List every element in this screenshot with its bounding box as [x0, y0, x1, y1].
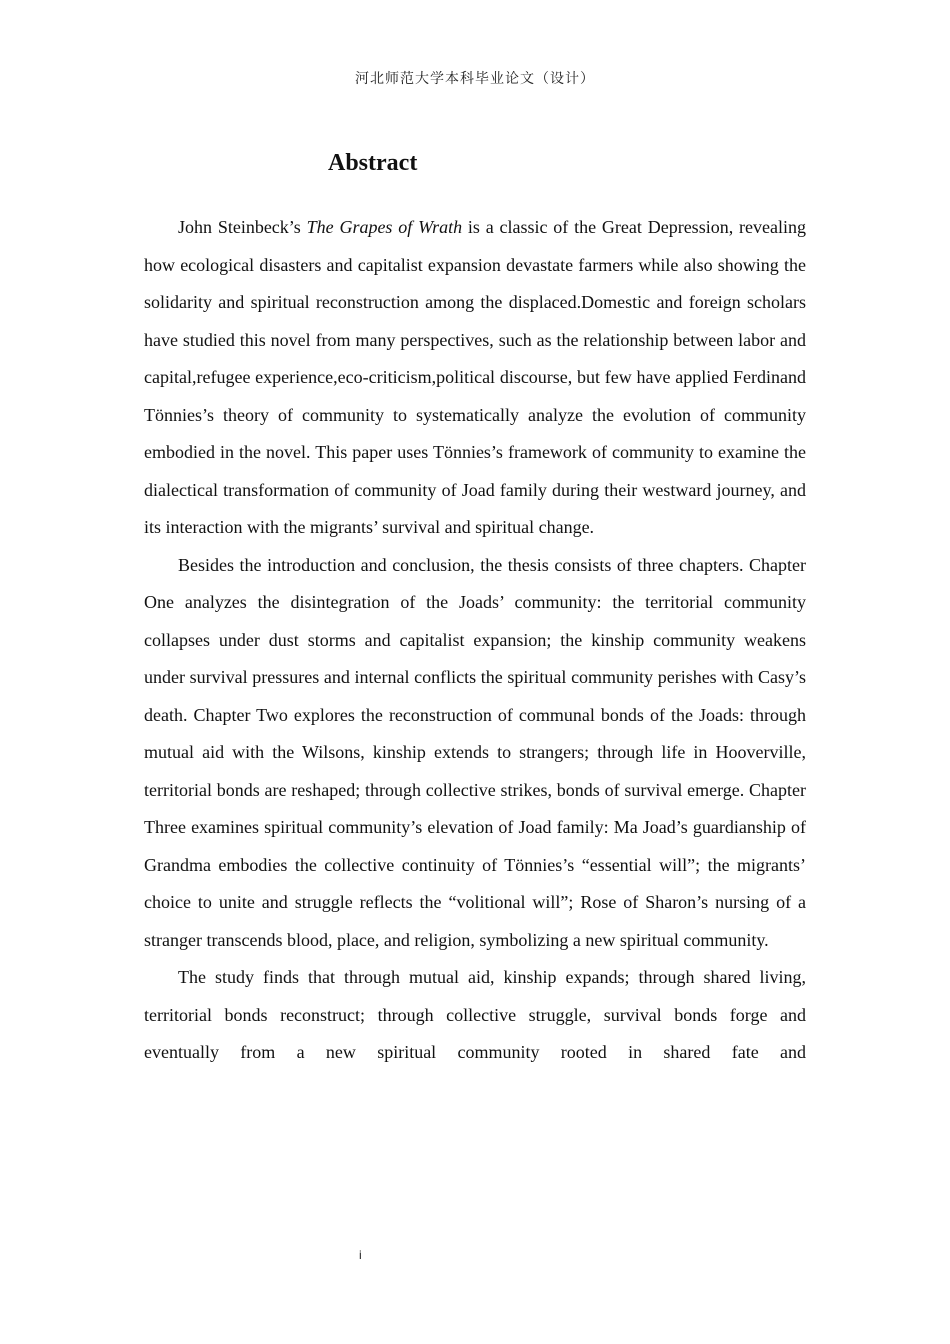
abstract-paragraph-2: Besides the introduction and conclusion, the thesis consists of three chapters. Chapter One analyzes the disintegration of the Joads’ community: the territorial community collapses under dust storms and capitalist expansion; the kinship community weakens under survival pressures and internal conflicts the spiritual community perishes with Casy’s death. Chapter Two explores the reconstruction of communal bonds of the Joads: through mutual aid with the Wilsons, kinship extends to strangers; through life in Hooverville, territorial bonds are reshaped; through collective strikes, bonds of survival emerge. Chapter Three examines spiritual community’s elevation of Joad family: Ma Joad’s guardianship of Grandma embodies the collective continuity of Tönnies’s “essential will”; the migrants’ choice to unite and struggle reflects the “volitional will”; Rose of Sharon’s nursing of a stranger transcends blood, place, and religion, symbolizing a new spiritual community. [144, 554, 806, 950]
book-title: The Grapes of Wrath [306, 217, 463, 237]
abstract-paragraph-3: The study finds that through mutual aid, kinship expands; through shared living, territorial bonds reconstruct; through collective struggle, survival bonds forge and eventually from a new spiritual community rooted in shared fate and [144, 967, 806, 1062]
page-header: 河北师范大学本科毕业论文（设计） [355, 71, 595, 87]
abstract-heading: Abstract [328, 150, 418, 176]
abstract-body [144, 209, 806, 1072]
abstract-paragraph-1 [144, 209, 806, 547]
paragraph-1-intro: John Steinbeck’s [178, 217, 307, 237]
page-number: i [359, 1248, 362, 1262]
paragraph-1-rest: is a classic of the Great Depression, revealing how ecological disasters and capitalist expansion devastate farmers while also showing the solidarity and spiritual reconstruction among the displaced.Domestic and foreign scholars have studied this novel from many perspectives, such as the relationship between labor and capital,refugee experience,eco-criticism,political discourse, but few have applied Ferdinand Tönnies’s theory of community to systematically analyze the evolution of community embodied in the novel. This paper uses Tönnies’s framework of community to examine the dialectical transformation of community of Joad family during their westward journey, and its interaction with the migrants’ survival and spiritual change. [144, 217, 806, 537]
